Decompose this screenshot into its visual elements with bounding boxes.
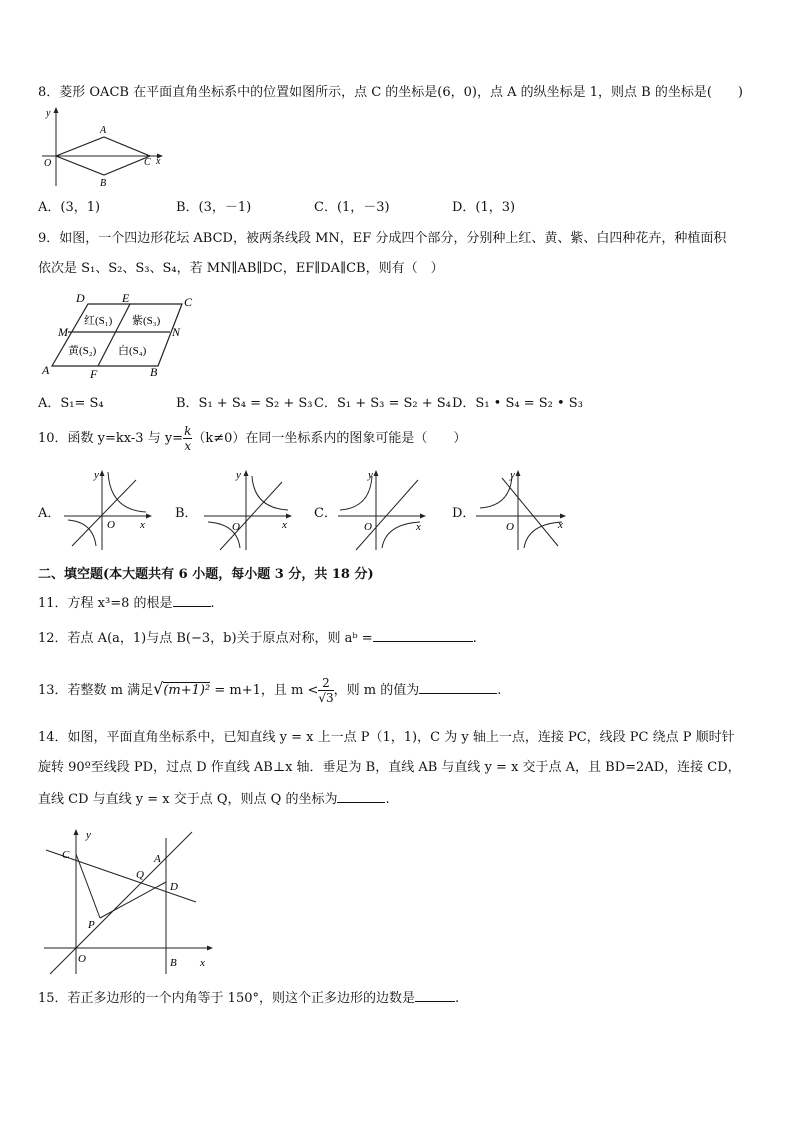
- q10-b-y: y: [236, 469, 241, 481]
- q8-a-label: A: [100, 125, 107, 136]
- q9-e-label: E: [122, 291, 130, 305]
- q13-text: 13．若整数 m 满足√(m+1)² = m+1，且 m < $\frac{2}{√3}$ ，则 m 的值为 .: [38, 676, 502, 705]
- q12-end: .: [472, 631, 477, 646]
- q11-end: .: [210, 596, 215, 611]
- q14-p-label: P: [88, 919, 95, 931]
- q8-option-a: A．(3，1): [38, 200, 101, 215]
- q10-d-o: O: [506, 521, 514, 533]
- q10-prefix: 10．函数 y=kx-3 与 y=: [38, 431, 184, 446]
- q10-a-x: x: [140, 519, 145, 531]
- q13-fraction: [318, 676, 333, 705]
- q15-answer-blank[interactable]: [415, 988, 455, 1002]
- q13-frac-den: √3: [318, 691, 334, 705]
- section-2-title: 二、填空题(本大题共有 6 小题，每小题 3 分，共 18 分): [38, 567, 374, 582]
- q10-option-a: A．: [38, 506, 61, 521]
- q9-a-label: A: [42, 363, 50, 377]
- q10-fraction: [183, 424, 192, 453]
- q10-c-x: x: [416, 521, 421, 533]
- q10-d-x: x: [558, 519, 563, 531]
- q8-o-label: O: [44, 158, 52, 169]
- q11-answer-blank[interactable]: [173, 593, 211, 607]
- q8-option-b: B．(3，－1): [176, 200, 252, 215]
- q10-a-o: O: [107, 519, 115, 531]
- q10-frac-den: x: [184, 439, 192, 453]
- q14-c-label: C: [62, 849, 70, 861]
- q9-n-label: N: [172, 325, 181, 339]
- q14-end: .: [385, 792, 390, 807]
- q13-end: .: [497, 683, 502, 698]
- q9-region-yellow: 黄(S₂): [68, 345, 97, 357]
- q9-region-white: 白(S₄): [118, 345, 147, 357]
- q12-label: 12．若点 A(a，1)与点 B(−3，b)关于原点对称，则 aᵇ =: [38, 631, 373, 646]
- q13-sqrt-expr: (m+1)²: [163, 683, 211, 698]
- q8-c-label: C: [144, 157, 151, 168]
- q10-b-o: O: [232, 521, 240, 533]
- q8-option-c: C．(1，－3): [314, 200, 390, 215]
- q13-frac-num: 2: [318, 676, 333, 691]
- q9-option-a: A．S₁= S₄: [38, 396, 104, 411]
- q9-d-label: D: [76, 291, 85, 305]
- q14-b-label: B: [170, 957, 177, 969]
- q9-b-label: B: [150, 365, 158, 379]
- q8-x-label: x: [156, 156, 161, 167]
- q14-a-label: A: [154, 853, 161, 865]
- q8-option-d: D．(1，3): [452, 200, 516, 215]
- q14-x-label: x: [200, 957, 205, 969]
- q10-a-y: y: [94, 469, 99, 481]
- q14-q-label: Q: [136, 869, 144, 881]
- q11-label: 11．方程 x³=8 的根是: [38, 596, 173, 611]
- q9-region-red: 红(S₁): [84, 315, 113, 327]
- q15-label: 15．若正多边形的一个内角等于 150°，则这个正多边形的边数是: [38, 991, 415, 1006]
- q9-option-c: C．S₁ + S₃ = S₂ + S₄: [314, 396, 451, 411]
- q10-frac-num: k: [184, 424, 192, 438]
- q14-line-3: [38, 789, 390, 809]
- q10-graph-a: [60, 466, 156, 552]
- q14-line-1: 14．如图，平面直角坐标系中，已知直线 y = x 上一点 P（1，1)，C 为 y 轴上一点，连接 PC，线段 PC 绕点 P 顺时针: [38, 730, 735, 745]
- q12-answer-blank[interactable]: [373, 628, 473, 642]
- q12-text: [38, 628, 477, 648]
- q10-graph-b: [200, 466, 296, 552]
- q15-end: .: [455, 991, 460, 1006]
- q9-option-b: B．S₁ + S₄ = S₂ + S₃: [176, 396, 313, 411]
- q14-answer-blank[interactable]: [337, 789, 385, 803]
- q10-option-d: D．: [452, 506, 476, 521]
- q8-text: 8．菱形 OACB 在平面直角坐标系中的位置如图所示，点 C 的坐标是(6，0)，点 A 的纵坐标是 1，则点 B 的坐标是( ): [38, 85, 743, 100]
- q13-suffix: ，则 m 的值为: [333, 683, 420, 698]
- q13-prefix: 13．若整数 m 满足: [38, 683, 154, 698]
- q10-option-c: C．: [314, 506, 337, 521]
- q14-line-2: 旋转 90º至线段 PD，过点 D 作直线 AB⊥x 轴．垂足为 B，直线 AB 与直线 y = x 交于点 A，且 BD=2AD，连接 CD，: [38, 760, 741, 775]
- q10-text: [38, 424, 466, 454]
- q14-d-label: D: [170, 881, 178, 893]
- q10-b-x: x: [282, 519, 287, 531]
- q9-flowerbed-figure: [38, 290, 198, 380]
- q10-c-o: O: [364, 521, 372, 533]
- q14-y-label: y: [86, 829, 91, 841]
- q8-y-label: y: [46, 108, 51, 119]
- q14-o-label: O: [78, 953, 86, 965]
- q9-line-1: 9．如图，一个四边形花坛 ABCD，被两条线段 MN，EF 分成四个部分，分别种上红、黄、紫、白四种花卉，种植面积: [38, 231, 727, 246]
- q13-mid: = m+1，且 m <: [210, 683, 319, 698]
- q10-graph-d: [472, 466, 572, 552]
- q8-b-label: B: [100, 178, 107, 189]
- q9-region-purple: 紫(S₃): [132, 315, 161, 327]
- q9-option-d: D．S₁ • S₄ = S₂ • S₃: [452, 396, 583, 411]
- q10-option-b: B．: [175, 506, 198, 521]
- q10-c-y: y: [368, 469, 373, 481]
- q10-suffix: （k≠0）在同一坐标系内的图象可能是（ ）: [192, 431, 467, 446]
- q8-rhombus-figure: [34, 104, 174, 190]
- q10-d-y: y: [510, 469, 515, 481]
- q14-coordinate-figure: [40, 826, 220, 976]
- q13-answer-blank[interactable]: [419, 680, 497, 694]
- q9-m-label: M: [58, 325, 68, 339]
- q9-f-label: F: [90, 367, 98, 380]
- q15-text: [38, 988, 459, 1008]
- q14-line-3-label: 直线 CD 与直线 y = x 交于点 Q，则点 Q 的坐标为: [38, 792, 338, 807]
- q11-text: [38, 593, 215, 613]
- q9-line-2: 依次是 S₁、S₂、S₃、S₄，若 MN∥AB∥DC，EF∥DA∥CB，则有（ ）: [38, 261, 444, 276]
- q10-graph-c: [334, 466, 430, 552]
- q9-c-label: C: [184, 295, 193, 309]
